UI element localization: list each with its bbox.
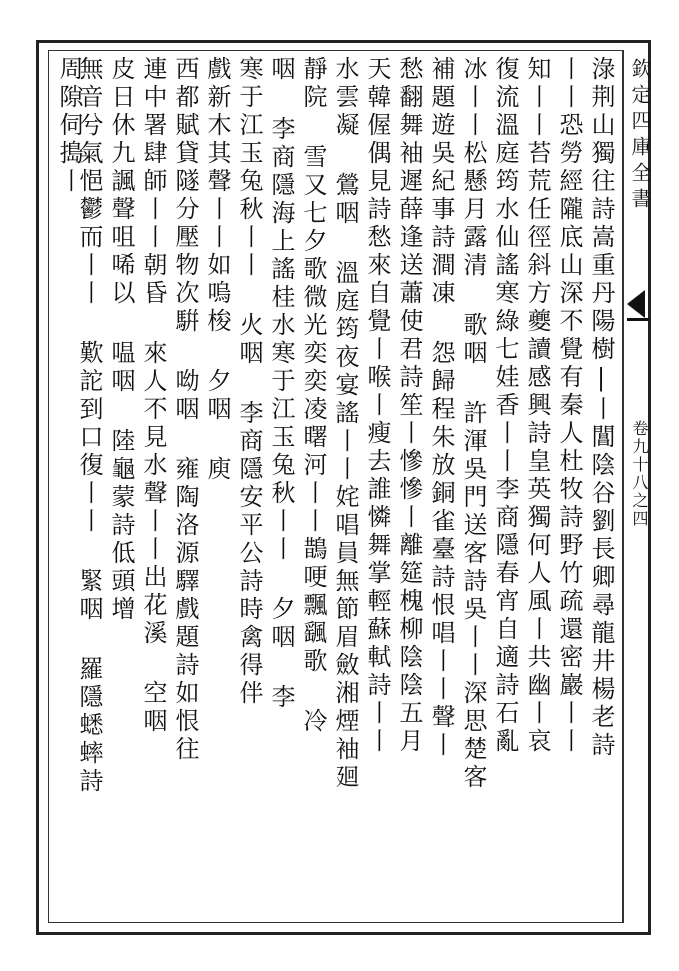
text-column-9: 水雲凝 鶯咽 溫庭筠夜宴謠丨丨姹唱員無節眉斂湘煙袖廻 [331,56,359,792]
book-title: 欽定四庫全書 [628,58,652,214]
text-column-15: 連中署肆師丨丨朝昏 來人不見水聲丨丨出花溪 空咽 [139,56,167,736]
text-column-18: 周隙伺搗丨 [55,56,83,196]
text-column-6: 補題遊吳紀事詩澗凍 怨歸程朱放銅雀臺詩恨唱丨丨聲丨 [427,56,455,760]
text-column-2: 丨丨恐勞經隴底山深不覺有秦人杜牧詩野竹疏還密巖丨丨 [555,56,583,756]
volume-label: 卷九十八之四 [630,420,649,528]
text-column-12: 寒于江玉兔秋丨丨 火咽 李商隱安平公詩時禽得伴 [235,56,263,708]
text-column-5: 冰丨丨松懸月露清 歌咽 許渾吳門送客詩吳丨丨深思楚客 [459,56,487,792]
text-column-8: 天韓偓偶見詩愁來自覺丨喉丨瘦去誰憐舞掌輕蘇軾詩丨丨 [363,56,391,756]
text-column-7: 愁翻舞袖遲薛逢送蕭使君詩笙丨慘慘丨離筵槐柳陰陰五月 [395,56,423,756]
text-column-11: 咽 李商隱海上謠桂水寒于江玉兔秋丨丨 夕咽 李 [267,56,295,712]
text-column-13: 戲新木其聲丨丨如嗚梭 夕咽 庾 [203,56,231,484]
text-column-14: 西都賦貸隧分壓物次騈 呦咽 雍陶洛源驛戲題詩如恨往 [171,56,199,764]
text-column-3: 知丨丨苔荒任徑斜方夔讀感興詩皇英獨何人風丨共幽丨哀 [523,56,551,756]
text-column-1: 淥荆山獨往詩嵩重丹陽樹|丨閶陰谷劉長卿尋龍井楊老詩 [587,56,615,760]
fishtail-mark [627,290,645,318]
text-column-17: 無音兮氣悒鬱而丨丨 歎詑到口復丨丨 緊咽 羅隱蟋蟀詩 [75,56,103,796]
text-column-4: 復流溫庭筠水仙謠寒綠七娃香丨丨李商隱春宵自適詩石亂 [491,56,519,756]
text-column-10: 靜院 雪又七夕歌微光奕奕凌曙河丨丨鵲哽飄颻歌 冷 [299,56,327,736]
fishtail-bar [627,318,649,321]
text-column-16: 皮日休九諷聲咀唏以 嗢咽 陸龜蒙詩低頭增 [107,56,135,624]
